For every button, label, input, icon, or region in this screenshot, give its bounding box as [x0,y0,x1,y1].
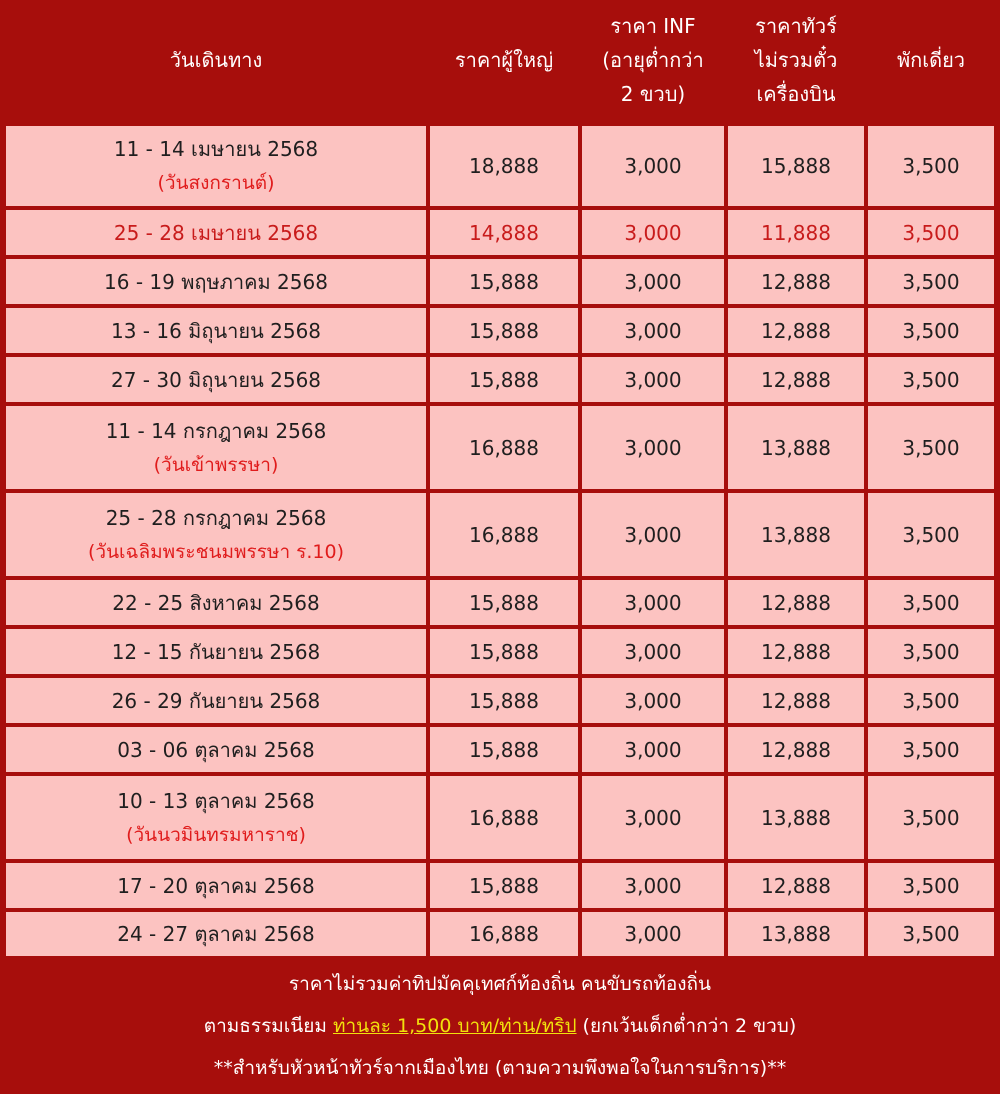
cell-tour [728,357,864,402]
travel-date: 22 - 25 สิงหาคม 2568 [112,590,320,615]
travel-date: 11 - 14 กรกฎาคม 2568 [105,418,327,443]
cell-tour [728,580,864,625]
price-value: 3,000 [624,269,682,294]
price-value: 3,500 [902,639,960,664]
travel-date: 24 - 27 ตุลาคม 2568 [117,922,315,946]
price-value: 12,888 [761,269,831,294]
price-value: 12,888 [761,367,831,392]
travel-date: 26 - 29 กันยายน 2568 [111,688,321,713]
price-value: 3,000 [624,154,682,178]
header-tour-line: เครื่องบิน [756,82,836,106]
holiday-note: (วันเข้าพรรษา) [153,453,279,476]
price-value: 3,500 [902,590,960,615]
cell-single [868,863,994,908]
cell-date [6,493,426,576]
price-value: 16,888 [469,522,539,547]
cell-single [868,776,994,859]
cell-single [868,406,994,489]
cell-adult [430,727,578,772]
footer-line-2-post: (ยกเว้นเด็กต่ำกว่า 2 ขวบ) [576,1015,797,1037]
cell-adult [430,357,578,402]
cell-date [6,259,426,304]
cell-adult [430,678,578,723]
price-value: 3,500 [902,435,960,460]
header-date [6,0,426,120]
cell-adult [430,308,578,353]
cell-tour [728,493,864,576]
cell-date [6,629,426,674]
cell-inf [582,776,724,859]
cell-adult [430,259,578,304]
price-value: 15,888 [469,318,539,343]
footer-line-3: **สำหรับหัวหน้าทัวร์จากเมืองไทย (ตามความพึงพอใจในการบริการ)** [213,1057,787,1079]
price-value: 3,500 [902,269,960,294]
price-value: 3,000 [624,522,682,547]
header-tour-line: ราคาทัวร์ [755,14,837,38]
price-value: 3,500 [902,367,960,392]
price-value: 15,888 [761,154,831,178]
price-value: 16,888 [469,435,539,460]
cell-single [868,912,994,956]
price-value: 12,888 [761,590,831,615]
price-value: 15,888 [469,269,539,294]
cell-date [6,210,426,255]
price-value: 3,000 [624,873,682,898]
holiday-note: (วันนวมินทรมหาราช) [126,823,306,846]
price-value: 13,888 [761,522,831,547]
cell-inf [582,912,724,956]
price-value: 15,888 [469,688,539,713]
price-value: 3,000 [624,639,682,664]
travel-date: 25 - 28 กรกฎาคม 2568 [105,505,327,530]
cell-single [868,308,994,353]
holiday-note: (วันสงกรานต์) [157,172,275,194]
cell-inf [582,493,724,576]
cell-tour [728,259,864,304]
price-value: 15,888 [469,737,539,762]
header-inf-line: ราคา INF [610,14,696,38]
price-value: 15,888 [469,873,539,898]
footer-notes [0,958,1000,1094]
price-value: 3,000 [624,737,682,762]
price-value: 18,888 [469,154,539,178]
cell-adult [430,580,578,625]
footer-tip-amount: ท่านละ 1,500 บาท/ท่าน/ทริป [332,1015,577,1037]
header-single [868,0,994,120]
cell-date [6,406,426,489]
travel-date: 11 - 14 เมษายน 2568 [113,137,319,161]
header-adult-label: ราคาผู้ใหญ่ [454,48,554,72]
price-value: 12,888 [761,688,831,713]
cell-date [6,357,426,402]
cell-single [868,727,994,772]
price-value: 15,888 [469,590,539,615]
price-value: 3,000 [624,435,682,460]
price-value: 12,888 [761,639,831,664]
travel-date: 27 - 30 มิถุนายน 2568 [110,367,322,392]
price-value: 13,888 [761,435,831,460]
price-value: 3,500 [902,318,960,343]
cell-date [6,580,426,625]
price-value: 3,500 [902,805,960,830]
footer-line-2 [204,1005,797,1047]
cell-tour [728,126,864,206]
price-value: 12,888 [761,318,831,343]
cell-adult [430,912,578,956]
cell-inf [582,406,724,489]
footer-line-1: ราคาไม่รวมค่าทิปมัคคุเทศก์ท้องถิ่น คนขับรถท้องถิ่น [288,973,712,995]
cell-inf [582,357,724,402]
travel-date: 10 - 13 ตุลาคม 2568 [117,788,315,813]
cell-inf [582,259,724,304]
header-tour-line: ไม่รวมตั๋ว [754,48,838,72]
header-tour [728,0,864,120]
cell-inf [582,678,724,723]
cell-inf [582,580,724,625]
cell-tour [728,863,864,908]
price-value: 3,500 [902,737,960,762]
price-value: 3,500 [902,220,960,245]
price-value: 3,000 [624,220,682,245]
cell-single [868,580,994,625]
cell-inf [582,629,724,674]
footer-line-2-pre: ตามธรรมเนียม [203,1015,333,1037]
price-value: 13,888 [761,805,831,830]
header-inf-line: 2 ขวบ) [620,82,686,106]
price-value: 16,888 [469,922,539,946]
cell-date [6,678,426,723]
cell-tour [728,678,864,723]
cell-tour [728,776,864,859]
price-value: 16,888 [469,805,539,830]
price-value: 15,888 [469,367,539,392]
travel-date: 13 - 16 มิถุนายน 2568 [110,318,322,343]
cell-date [6,727,426,772]
cell-single [868,678,994,723]
price-value: 3,500 [902,922,960,946]
travel-date: 17 - 20 ตุลาคม 2568 [117,873,315,898]
cell-date [6,863,426,908]
cell-date [6,776,426,859]
cell-tour [728,629,864,674]
price-value: 3,500 [902,522,960,547]
cell-tour [728,912,864,956]
price-value: 12,888 [761,737,831,762]
cell-tour [728,210,864,255]
price-value: 3,000 [624,688,682,713]
header-adult [430,0,578,120]
price-value: 12,888 [761,873,831,898]
cell-inf [582,308,724,353]
header-date-label: วันเดินทาง [169,48,263,72]
price-value: 3,000 [624,318,682,343]
price-value: 3,000 [624,922,682,946]
cell-single [868,210,994,255]
cell-adult [430,776,578,859]
price-value: 14,888 [469,220,539,245]
cell-inf [582,210,724,255]
cell-tour [728,406,864,489]
cell-adult [430,493,578,576]
cell-single [868,629,994,674]
price-value: 15,888 [469,639,539,664]
header-inf [582,0,724,120]
price-value: 3,500 [902,154,960,178]
travel-date: 25 - 28 เมษายน 2568 [113,220,319,245]
holiday-note: (วันเฉลิมพระชนมพรรษา ร.10) [87,540,345,563]
header-single-label: พักเดี่ยว [896,48,966,72]
header-inf-line: (อายุต่ำกว่า [602,48,704,72]
cell-single [868,357,994,402]
price-value: 3,000 [624,367,682,392]
cell-single [868,126,994,206]
price-value: 3,000 [624,590,682,615]
price-value: 11,888 [761,220,831,245]
cell-adult [430,406,578,489]
cell-inf [582,727,724,772]
cell-tour [728,727,864,772]
cell-date [6,308,426,353]
cell-adult [430,210,578,255]
cell-inf [582,863,724,908]
travel-date: 16 - 19 พฤษภาคม 2568 [104,269,328,294]
cell-single [868,259,994,304]
cell-date [6,912,426,956]
travel-date: 12 - 15 กันยายน 2568 [111,639,321,664]
cell-adult [430,863,578,908]
price-value: 13,888 [761,922,831,946]
travel-date: 03 - 06 ตุลาคม 2568 [117,737,315,762]
price-value: 3,500 [902,873,960,898]
cell-date [6,126,426,206]
cell-inf [582,126,724,206]
price-value: 3,500 [902,688,960,713]
cell-single [868,493,994,576]
cell-tour [728,308,864,353]
cell-adult [430,126,578,206]
price-value: 3,000 [624,805,682,830]
cell-adult [430,629,578,674]
